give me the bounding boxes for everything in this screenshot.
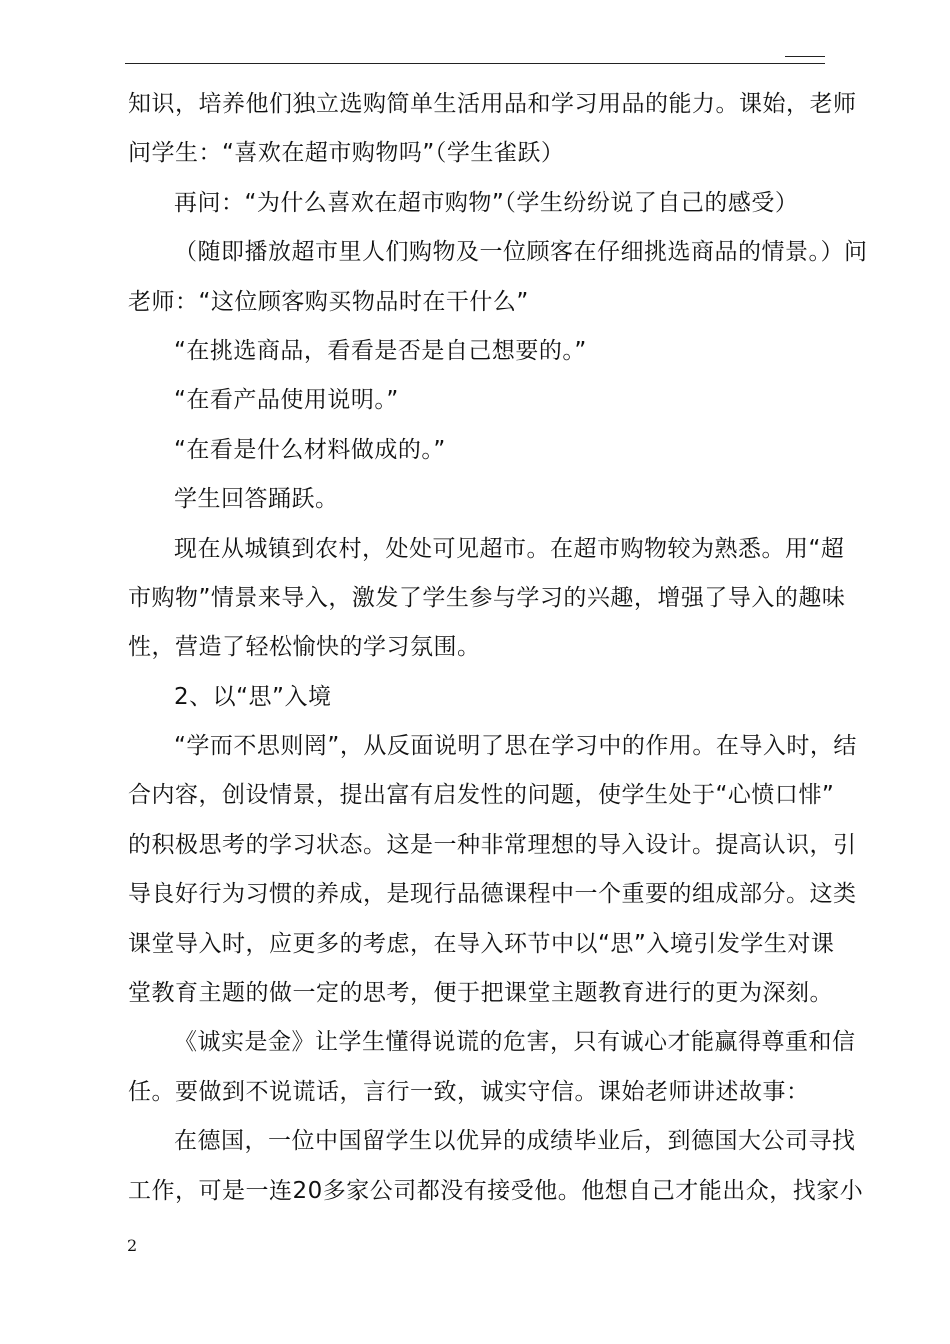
text-line: “在挑选商品，看看是否是自己想要的。”: [174, 337, 587, 364]
header-rule: [125, 63, 825, 64]
text-line: 导良好行为习惯的养成，是现行品德课程中一个重要的组成部分。这类: [128, 881, 857, 908]
text-line: 工作，可是一连20多家公司都没有接受他。他想自己才能出众，找家小: [128, 1177, 864, 1204]
text-line: 问学生：“喜欢在超市购物吗”（学生雀跃）: [128, 140, 565, 167]
header-rule-short: [785, 56, 825, 57]
body-text: [128, 80, 868, 1216]
text-line: 知识，培养他们独立选购简单生活用品和学习用品的能力。课始，老师: [128, 91, 857, 117]
text-line: 2、以“思”入境: [174, 683, 332, 710]
text-line: 的积极思考的学习状态。这是一种非常理想的导入设计。提高认识，引: [128, 831, 857, 858]
text-line: 合内容，创设情景，提出富有启发性的问题，使学生处于“心愤口悱”: [128, 782, 835, 809]
text-line: 市购物”情景来导入，激发了学生参与学习的兴趣，增强了导入的趣味: [128, 584, 846, 611]
text-line: 学生回答踊跃。: [174, 486, 339, 513]
text-line: “在看是什么材料做成的。”: [174, 436, 446, 463]
text-line: 任。要做到不说谎话，言行一致，诚实守信。课始老师讲述故事：: [128, 1078, 810, 1105]
text-line: （随即播放超市里人们购物及一位顾客在仔细挑选商品的情景。）问: [174, 239, 868, 266]
text-line: “在看产品使用说明。”: [174, 387, 399, 414]
text-line: 老师：“这位顾客购买物品时在干什么”: [128, 288, 529, 315]
text-line: 现在从城镇到农村，处处可见超市。在超市购物较为熟悉。用“超: [174, 535, 845, 562]
text-line: 《诚实是金》让学生懂得说谎的危害，只有诚心才能赢得尊重和信: [174, 1029, 856, 1056]
text-line: 课堂导入时，应更多的考虑，在导入环节中以“思”入境引发学生对课: [128, 930, 835, 957]
page-number: 2: [127, 1236, 138, 1255]
text-line: 堂教育主题的做一定的思考，便于把课堂主题教育进行的更为深刻。: [128, 980, 833, 1007]
text-line: 性，营造了轻松愉快的学习氛围。: [128, 634, 481, 661]
text-line: 再问：“为什么喜欢在超市购物”（学生纷纷说了自己的感受）: [174, 189, 799, 216]
text-line: “学而不思则罔”，从反面说明了思在学习中的作用。在导入时，结: [174, 733, 857, 760]
text-line: 在德国，一位中国留学生以优异的成绩毕业后，到德国大公司寻找: [174, 1128, 856, 1155]
